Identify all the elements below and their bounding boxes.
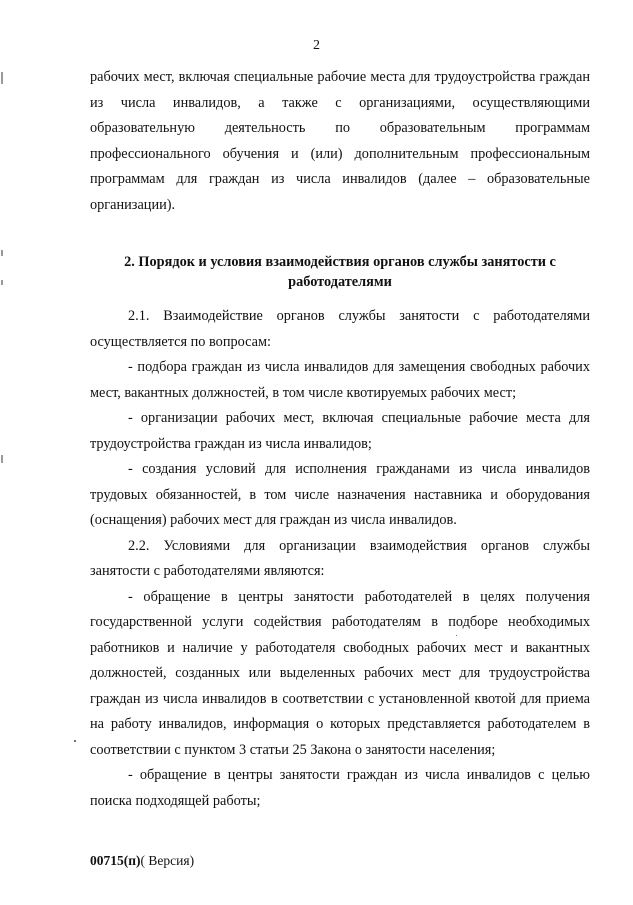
scan-margin-mark (1, 72, 3, 84)
scan-speck (74, 740, 76, 742)
scan-margin-mark (1, 250, 3, 256)
clause-2-2: 2.2. Условиями для организации взаимодействия органов службы занятости с работодателями являются: (90, 537, 590, 579)
clause-2-2-item: - обращение в центры занятости граждан из числа инвалидов с целью поиска подходящей работы; (90, 767, 590, 809)
document-version: ( Версия) (140, 853, 195, 868)
document-code: 00715(п) (90, 853, 141, 868)
clause-2-1-item: - организации рабочих мест, включая специальные рабочие места для трудоустройства граждан из числа инвалидов; (90, 410, 590, 452)
clause-2-1-item: - создания условий для исполнения гражданами из числа инвалидов трудовых обязанностей, в том числе назначения наставника и оборудования (оснащения) рабочих мест для граждан из числа инвалидов. (90, 461, 590, 528)
clause-2-2-item: - обращение в центры занятости работодателей в целях получения государственной услуги содействия работодателям в подборе необходимых работников и наличие у работодателя свободных рабочих мест и вакантных должностей, созданных или выделенных рабочих мест для трудоустройства граждан из числа инвалидов в соответствии с установленной квотой для приема на работу инвалидов, информация о которых представляется работодателем в соответствии с пунктом 3 статьи 25 Закона о занятости населения; (90, 588, 590, 758)
clause-2-1: 2.1. Взаимодействие органов службы занятости с работодателями осуществляется по вопросам: (90, 308, 590, 350)
document-footer (90, 853, 194, 869)
page-number: 2 (313, 38, 320, 53)
scan-margin-mark (1, 280, 3, 285)
section-heading: 2. Порядок и условия взаимодействия органов службы занятости с работодателями (124, 254, 556, 290)
document-body (90, 65, 590, 814)
intro-paragraph: рабочих мест, включая специальные рабочие места для трудоустройства граждан из числа инвалидов, а также с организациями, осуществляющими образовательную деятельность по образовательным программам профессионального обучения и (или) дополнительным профессиональным программам для граждан из числа инвалидов (далее – образовательные организации). (90, 69, 590, 213)
scan-margin-mark (1, 455, 3, 463)
clause-2-1-item: - подбора граждан из числа инвалидов для замещения свободных рабочих мест, вакантных должностей, в том числе квотируемых рабочих мест; (90, 359, 590, 401)
